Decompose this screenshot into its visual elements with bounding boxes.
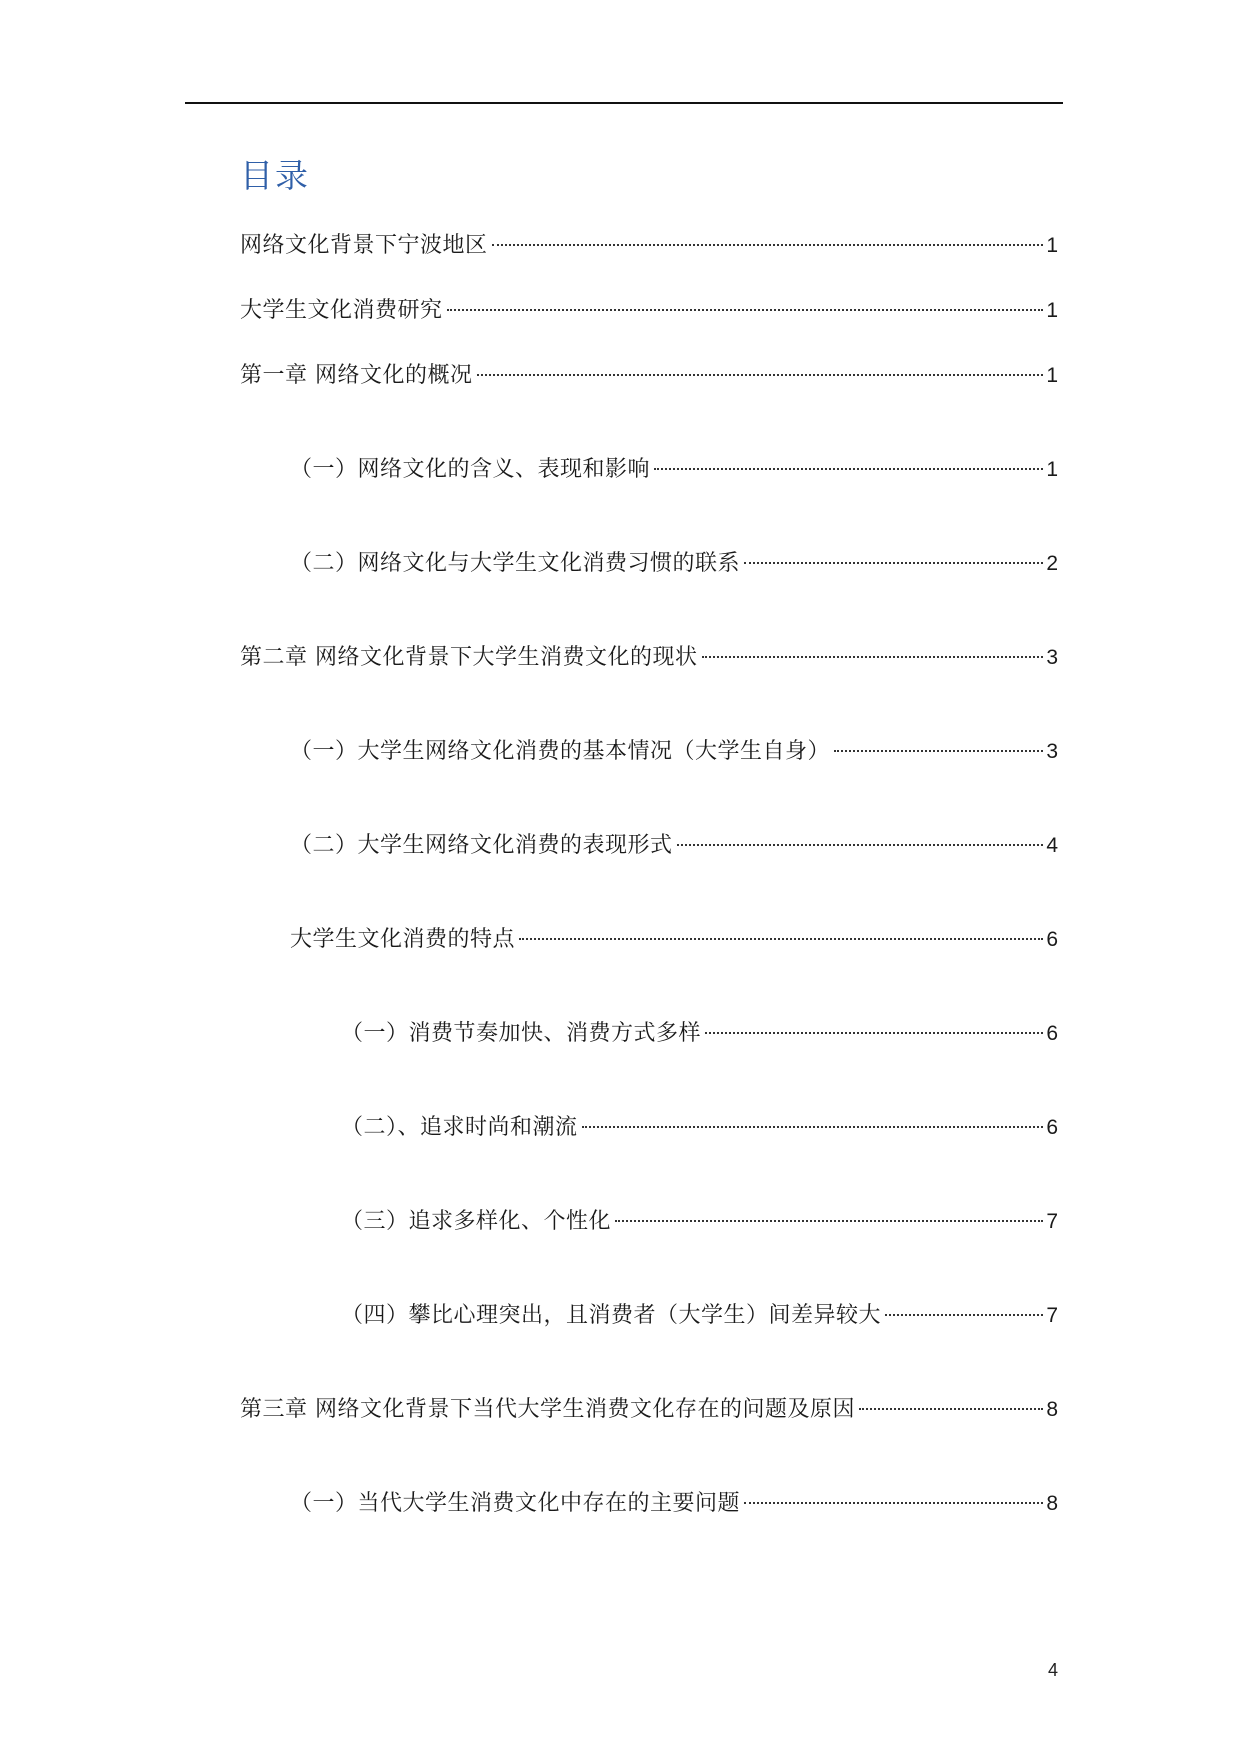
footer-page-number: 4 — [1047, 1660, 1058, 1680]
toc-leader — [744, 1502, 1043, 1504]
toc-entry-text: 大学生文化消费研究 — [240, 298, 443, 323]
toc-entry[interactable] — [240, 294, 1058, 328]
toc-leader — [885, 1314, 1043, 1316]
toc-entry-page: 8 — [1046, 1492, 1058, 1515]
toc-leader — [744, 562, 1043, 564]
toc-entry-text: （二）、追求时尚和潮流 — [341, 1115, 578, 1140]
toc-leader — [677, 844, 1044, 846]
toc-entry[interactable] — [290, 453, 1058, 487]
toc-entry[interactable] — [290, 923, 1058, 957]
toc-entry-text: （一）消费节奏加快、消费方式多样 — [341, 1021, 702, 1046]
toc-title: 目录 — [240, 156, 310, 195]
toc-entry[interactable] — [341, 1299, 1058, 1333]
toc-entry-page: 1 — [1046, 299, 1058, 322]
toc-entry[interactable] — [341, 1017, 1058, 1051]
toc-entry-page: 7 — [1046, 1304, 1058, 1327]
toc-entry[interactable] — [341, 1111, 1058, 1145]
toc-entry-text: （二）大学生网络文化消费的表现形式 — [290, 833, 673, 858]
toc-entry-text: （三）追求多样化、个性化 — [341, 1209, 612, 1234]
toc-entry-page: 4 — [1046, 834, 1058, 857]
toc-entry[interactable] — [240, 1393, 1058, 1427]
toc-entry-text: 第二章 网络文化背景下大学生消费文化的现状 — [240, 645, 698, 670]
toc-entry-page: 6 — [1046, 928, 1058, 951]
toc-entry-text: （四）攀比心理突出，且消费者（大学生）间差异较大 — [341, 1303, 882, 1328]
toc-leader — [477, 374, 1044, 376]
toc-leader — [582, 1126, 1044, 1128]
toc-entry-text: （一）网络文化的含义、表现和影响 — [290, 457, 651, 482]
toc-entry-page: 7 — [1046, 1210, 1058, 1233]
toc-entry[interactable] — [240, 359, 1058, 393]
toc-entry-page: 1 — [1046, 458, 1058, 481]
toc-leader — [834, 750, 1043, 752]
header-rule — [185, 102, 1063, 104]
toc-leader — [654, 468, 1043, 470]
toc-entry[interactable] — [290, 829, 1058, 863]
toc-entry-page: 2 — [1046, 552, 1058, 575]
toc-leader — [859, 1408, 1043, 1410]
toc-leader — [447, 309, 1044, 311]
toc-entry[interactable] — [290, 735, 1058, 769]
toc-leader — [615, 1220, 1043, 1222]
toc-entry-text: （二）网络文化与大学生文化消费习惯的联系 — [290, 551, 741, 576]
toc-entry-page: 6 — [1046, 1116, 1058, 1139]
toc-entry-text: （一）当代大学生消费文化中存在的主要问题 — [290, 1491, 741, 1516]
toc-entry-page: 3 — [1046, 740, 1058, 763]
toc-leader — [492, 244, 1044, 246]
toc-entry-text: 网络文化背景下宁波地区 — [240, 233, 488, 258]
toc-entry[interactable] — [341, 1205, 1058, 1239]
toc-entry-page: 1 — [1046, 234, 1058, 257]
toc-entry-page: 8 — [1046, 1398, 1058, 1421]
toc-entry-page: 3 — [1046, 646, 1058, 669]
toc-entry-text: 第三章 网络文化背景下当代大学生消费文化存在的问题及原因 — [240, 1397, 855, 1422]
toc-entry-text: 第一章 网络文化的概况 — [240, 363, 473, 388]
toc-leader — [702, 656, 1044, 658]
toc-leader — [519, 938, 1043, 940]
toc-entry[interactable] — [290, 1487, 1058, 1521]
toc-leader — [705, 1032, 1043, 1034]
toc-entry[interactable] — [290, 547, 1058, 581]
toc-entry[interactable] — [240, 641, 1058, 675]
toc-entry-text: 大学生文化消费的特点 — [290, 927, 516, 952]
toc-entry-page: 1 — [1046, 364, 1058, 387]
toc-entry-page: 6 — [1046, 1022, 1058, 1045]
toc-entry[interactable] — [240, 229, 1058, 263]
toc-entry-text: （一）大学生网络文化消费的基本情况（大学生自身） — [290, 739, 831, 764]
